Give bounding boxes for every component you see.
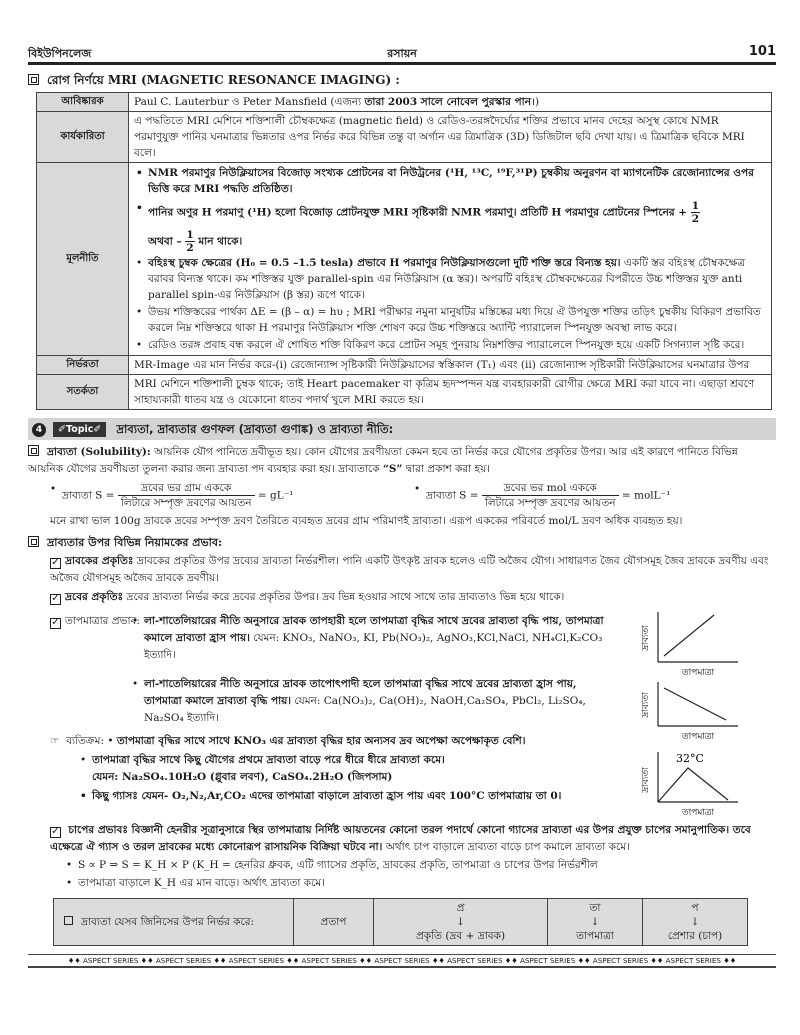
table-row bbox=[54, 899, 748, 946]
dep-col bbox=[548, 899, 643, 946]
formula-num: দ্রবের ভর mol এককে bbox=[482, 481, 619, 496]
mri-heading-text: রোগ নির্ণয়ে MRI (MAGNETIC RESONANCE IMAGING) : bbox=[47, 73, 400, 87]
formula-fraction bbox=[118, 481, 255, 510]
page-header bbox=[28, 45, 776, 62]
y-label: দ্রাব্যতা bbox=[641, 625, 651, 651]
row-value: MRI মেশিনে শক্তিশালী চুম্বক থাকে; তাই Heart pacemaker বা কৃত্রিম হৃদস্পন্দন যন্ত্র ব্যবহারকারী রোগীর ক্ষেত্রে MRI করা যাবে না। এছাড়া শ্রবণে সাহায্যকারী ধাতব যন্ত্র ও যেকোনো ধাতব পদার্থ খুলে MRI করতে হয়। bbox=[129, 375, 772, 410]
square-bullet-icon bbox=[28, 536, 39, 547]
factors-heading bbox=[28, 534, 776, 551]
dep-letter: তা bbox=[589, 902, 601, 914]
mri-heading bbox=[28, 71, 776, 89]
graph-decreasing bbox=[636, 680, 746, 742]
spin-text: পানির অণুর H পরমাণু (¹H) হলো বিজোড় প্রোটনযুক্ত MRI সৃষ্টিকারী NMR পরমাণু। প্রতিটি H পরমাণুর প্রোটনের স্পিনের + bbox=[148, 206, 688, 219]
temperature-and-graphs bbox=[28, 610, 776, 818]
factors-heading-text: দ্রাব্যতার উপর বিভিন্ন নিয়ামকের প্রভাব: bbox=[47, 536, 223, 549]
mri-table bbox=[36, 92, 772, 410]
table-row bbox=[37, 163, 772, 356]
spin-end-text: মান থাকে। bbox=[198, 235, 243, 248]
row-value bbox=[129, 93, 772, 112]
pointing-hand-icon: ☞ bbox=[50, 735, 60, 747]
y-label: দ্রাব্যতা bbox=[641, 692, 651, 718]
half-fraction bbox=[185, 229, 194, 254]
temperature-effect bbox=[28, 613, 616, 727]
table-row bbox=[37, 112, 772, 163]
peak-label: 32°C bbox=[676, 752, 704, 765]
list-item: • NMR পরমাণুর নিউক্লিয়াসের বিজোড় সংখ্যক প্রোটনের বা নিউট্রনের (¹H, ¹³C, ¹⁹F,³¹P) চুম্বকীয় অনুরণন বা ম্যাগনেটিক রেজোন্যান্সের ওপর ভিত্তি করে MRI পদ্ধতি প্রতিষ্ঠিত। bbox=[134, 165, 766, 197]
table-row bbox=[37, 356, 772, 375]
inventor-text: Paul C. Lauterbur ও Peter Mansfield (এজন্য bbox=[134, 96, 365, 108]
henry-temp: • তাপমাত্রা বাড়ালে K_H এর মান বাড়ে। অর্থাৎ দ্রাব্যতা কমে। bbox=[64, 875, 776, 892]
row-value: MR-Image এর মান নির্ভর করে-(i) রেজোন্যান্স সৃষ্টিকারী নিউক্লিয়াসের স্বস্তিকাল (T₁) এবং (ii) রেজোন্যান্স সৃষ্টিকারী নিউক্লিয়াসের ঘনমাত্রার উপর bbox=[129, 356, 772, 375]
graph-increasing bbox=[636, 610, 746, 678]
dep-letter: প bbox=[691, 902, 699, 914]
x-label: তাপমাত্রা bbox=[681, 668, 715, 678]
pressure-plain: অর্থাৎ চাপ বাড়ালে দ্রাব্যতা বাড়ে চাপ কমালে দ্রাব্যতা কমে। bbox=[382, 841, 630, 853]
down-arrow-icon: ↓ bbox=[456, 916, 465, 928]
formula-lhs: দ্রাব্যতা S = bbox=[62, 489, 115, 502]
graph-peak bbox=[636, 744, 746, 818]
exception-e2 bbox=[78, 752, 616, 769]
dep-meaning: প্রকৃতি (দ্রব + দ্রাবক) bbox=[415, 930, 506, 942]
exception-section bbox=[28, 733, 616, 805]
checkbox-icon: ✓ bbox=[51, 617, 60, 628]
row-key: নির্ভরতা bbox=[37, 356, 129, 375]
square-box-icon bbox=[64, 916, 73, 925]
table-row bbox=[37, 93, 772, 112]
frac-num: 1 bbox=[691, 200, 700, 212]
spin-or-text: অথবা – bbox=[148, 235, 182, 248]
exception-text: তাপমাত্রা বৃদ্ধির সাথে সাথে KNO₃ এর দ্রাব্যতা বৃদ্ধির হার অন্যসব দ্রব অপেক্ষা অপেক্ষাকৃত বেশি। bbox=[116, 735, 526, 747]
frac-den: 2 bbox=[691, 213, 700, 225]
pressure-label: চাপের প্রভাবঃ bbox=[68, 824, 128, 836]
list-item bbox=[134, 255, 766, 303]
exception-label: ব্যতিক্রম: bbox=[66, 735, 105, 747]
formula-lhs: দ্রাব্যতা S = bbox=[426, 489, 479, 502]
pressure-section bbox=[28, 822, 776, 892]
row-value: এ পদ্ধতিতে MRI মেশিনে শক্তিশালী চৌম্বকক্ষেত্র (magnetic field) ও রেডিও-তরঙ্গদৈর্ঘ্যের শক্তির প্রভাবে মানব দেহের অসুস্থ কোষে NMR পরমাণুযুক্ত পানির ঘনমাত্রার ভিন্নতার ওপর নির্ভর করে বিভিন্ন তন্তু বা অর্গান এর ত্রিমাত্রিক (3D) ডিজিটাল ছবি দেখা যায়। এ ত্রিমাত্রিক ছবিকে MRI বলে। bbox=[129, 112, 772, 163]
formula-fraction bbox=[482, 481, 619, 510]
principle-list bbox=[134, 165, 766, 353]
topic-tag: ✐Topic✐ bbox=[53, 422, 106, 437]
field-bold: বহিঃস্থ চুম্বক ক্ষেত্রের (H₀ = 0.5 –1.5 tesla) প্রভাবে H পরমাণুর নিউক্লিয়াসগুলো দুটি শক্তি স্তরে বিন্যস্ত হয়। bbox=[148, 257, 621, 269]
list-item bbox=[134, 200, 766, 254]
dep-col bbox=[374, 899, 548, 946]
frac-den: 2 bbox=[186, 242, 194, 254]
page-footer: ♦♦ ASPECT SERIES ♦♦ ASPECT SERIES ♦♦ ASPECT SERIES ♦♦ ASPECT SERIES ♦♦ ASPECT SERIES ♦♦ ASPECT SERIES ♦♦ ASPECT SERIES ♦♦ ASPECT SERIES ♦♦ ASPECT SERIES ♦♦ bbox=[28, 954, 776, 968]
pressure-bold: বিজ্ঞানী হেনরীর সূত্রানুসারে স্থির তাপমাত্রায় নির্দিষ্ট আয়তনের কোনো তরল পদার্থে কোনো গ্যাসের দ্রাব্যতা এর উপর প্রযুক্ত চাপের সমানুপাতিক। তবে এক্ষেত্রে ঐ গ্যাস ও তরল দ্রাবকের মধ্যে কোনোরূপ রাসায়নিক বিক্রিয়া ঘটবে না। bbox=[50, 824, 751, 853]
formula-num: দ্রবের ভর গ্রাম এককে bbox=[118, 481, 255, 496]
graphs-column bbox=[616, 610, 776, 818]
formula-den: লিটারে সম্পৃক্ত দ্রবণের আয়তন bbox=[120, 497, 252, 509]
solute-nature bbox=[28, 589, 776, 606]
formula-rhs: = gL⁻¹ bbox=[257, 489, 294, 502]
dependency-title-cell bbox=[54, 899, 294, 946]
formula-rhs: = molL⁻¹ bbox=[621, 489, 671, 502]
formula-gram bbox=[48, 481, 412, 510]
page-number: 101 bbox=[748, 44, 776, 59]
endothermic-rest: যেমন: KNO₃, NaNO₃, KI, Pb(NO₃)₂, AgNO₃,KCl,NaCl, NH₄Cl,K₂CO₃ ইত্যাদি। bbox=[144, 632, 603, 661]
solute-text: দ্রবের দ্রাব্যতা নির্ভর করে দ্রবের প্রকৃতির উপর। দ্রব ভিন্ন হওয়ার সাথে সাথে তার দ্রাব্যতাও ভিন্ন হয়ে থাকে। bbox=[123, 591, 565, 603]
row-value bbox=[129, 163, 772, 356]
half-fraction bbox=[691, 200, 700, 225]
row-key: কার্যকারিতা bbox=[37, 112, 129, 163]
checkbox-icon: ✓ bbox=[51, 557, 60, 568]
inventor-end: ।) bbox=[531, 96, 540, 108]
solubility-note: মনে রাখা ভাল 100g দ্রাবকে দ্রবের সম্পৃক্ত দ্রবণ তৈরিতে ব্যবহৃত দ্রবের গ্রাম পরিমাণই দ্রাব্যতা। এরূপ এককের পরিবর্তে mol/L দ্রবণ অধিক ব্যবহৃত হয়। bbox=[50, 515, 683, 527]
solvent-label: দ্রাবকের প্রকৃতিঃ bbox=[65, 555, 134, 567]
dependency-title: দ্রাব্যতা যেসব জিনিসের উপর নির্ভর করে: bbox=[81, 916, 255, 928]
solute-label: দ্রবের প্রকৃতিঃ bbox=[65, 591, 124, 603]
publisher-name: বিইউপিনলেজ bbox=[28, 47, 92, 60]
exothermic-rest: যেমন: Ca(NO₃)₂, Ca(OH)₂, NaOH,Ca₂SO₄, PbCl₂, Li₂SO₄, Na₂SO₄ ইত্যাদি। bbox=[144, 695, 586, 724]
temp-exothermic bbox=[130, 676, 616, 727]
endothermic-bold: লা-শাতেলিয়ারের নীতি অনুসারে দ্রাবক তাপহারী হলে তাপমাত্রা বৃদ্ধির সাথে দ্রবের দ্রাব্যতা বৃদ্ধি পায়, তাপমাত্রা কমালে দ্রাব্যতা হ্রাস পায়। bbox=[144, 615, 604, 644]
exothermic-bold: লা-শাতেলিয়ারের নীতি অনুসারে দ্রাবক তাপোৎপাদী হলে তাপমাত্রা বৃদ্ধির সাথে দ্রবের দ্রাব্যতা হ্রাস পায়, তাপমাত্রা কমালে দ্রাব্যতা বৃদ্ধি পায়। bbox=[144, 678, 577, 707]
square-bullet-icon bbox=[28, 74, 39, 85]
solubility-section bbox=[28, 444, 776, 530]
solubility-text-end: দ্বারা প্রকাশ করা হয়। bbox=[402, 463, 491, 475]
exception-example: যেমন: Na₂SO₄.10H₂O (গ্লুবার লবণ), CaSO₄.2H₂O (জিপসাম) bbox=[92, 771, 393, 783]
subject-title: রসায়ন bbox=[387, 47, 417, 60]
nobel-text: তারা 2003 সালে নোবেল পুরস্কার পান bbox=[364, 96, 531, 108]
down-arrow-icon: ↓ bbox=[590, 916, 600, 928]
field-rest: একটি স্তর বহিঃস্থ চৌম্বকক্ষেত্র বরাবর বিন্যস্ত থাকে। কম শক্তিস্তর যুক্ত parallel-spin এর নিউক্লিয়াস (α স্তর)। অপরটি বহিঃস্থ চৌম্বকক্ষেত্রের বিপরীতে উচ্চ শক্তিস্তর যুক্ত anti parallel spin-এর নিউক্লিয়াস (β স্তর) রূপে থাকে। bbox=[148, 257, 746, 301]
formula-den: লিটারে সম্পৃক্ত দ্রবণের আয়তন bbox=[484, 497, 616, 509]
checkbox-icon: ✓ bbox=[51, 826, 60, 837]
checkbox-icon: ✓ bbox=[51, 593, 60, 604]
temperature-label: তাপমাত্রার প্রভাব: bbox=[65, 615, 140, 627]
row-key: সতর্কতা bbox=[37, 375, 129, 410]
solvent-text: দ্রাবকের প্রকৃতির উপর দ্রব্যের দ্রাব্যতা নির্ভরশীল। পানি একটি উৎকৃষ্ট দ্রাবক হলেও এটি অজৈব যৌগ। সাধারণত জৈব যৌগসমূহ জৈব দ্রাবকে দ্রবণীয় এবং অজৈব যৌগসমূহ অজৈব দ্রাবকে দ্রবণীয়। bbox=[50, 555, 769, 584]
dep-letter: প্র bbox=[456, 902, 465, 914]
topic-title: দ্রাব্যতা, দ্রাব্যতার গুণফল (দ্রাব্যতা গুণাঙ্ক) ও দ্রাব্যতা নীতি: bbox=[116, 422, 394, 436]
solubility-def bbox=[28, 444, 776, 478]
topic-tag-text: Topic bbox=[65, 424, 94, 435]
square-bullet-icon bbox=[28, 445, 39, 456]
pressure-text bbox=[28, 822, 776, 856]
page bbox=[28, 0, 776, 968]
solubility-line bbox=[658, 768, 728, 802]
dependency-table bbox=[53, 898, 748, 946]
list-item: • রেডিও তরঙ্গ প্রবাহ বন্ধ করলে ঐ শোষিত শক্তি বিকিরণ করে প্রোটন সমূহ পুনরায় নিম্নশক্তির প্যারালেলে স্পিনযুক্ত হয়ে একটি সিগন্যাল সৃষ্টি করে। bbox=[134, 337, 766, 353]
solubility-text: আয়নিক যৌগ পানিতে দ্রবীভূত হয়। কোন যৌগের দ্রবণীয়তা কেমন হবে তা নির্ভর করে যৌগের প্রকৃতির উপর। আর এই কারণে পানিতে বিভিন্ন আয়নিক যৌগের দ্রবণীয়তা তুলনা করার জন্য দ্রাব্যতা পদ ব্যবহার করা হয়। দ্রাব্যতাকে bbox=[28, 446, 738, 475]
solubility-symbol: “S” bbox=[382, 463, 403, 475]
dep-meaning: তাপমাত্রা bbox=[576, 930, 614, 942]
solubility-heading: দ্রাব্যতা (Solubility): bbox=[47, 446, 151, 458]
solubility-line bbox=[664, 688, 726, 720]
exception-e3: • কিছু গ্যাসঃ যেমন- O₂,N₂,Ar,CO₂ এদের তাপমাত্রা বাড়ালে দ্রাব্যতা হ্রাস পায় এবং 100°C তাপমাত্রায় তা 0। bbox=[78, 788, 616, 805]
row-key: আবিষ্কারক bbox=[37, 93, 129, 112]
y-label: দ্রাব্যতা bbox=[641, 767, 651, 793]
dep-col bbox=[643, 899, 748, 946]
temperature-column bbox=[28, 610, 616, 818]
exception-text: তাপমাত্রা বৃদ্ধির সাথে কিছু যৌগের প্রথমে দ্রাব্যতা বাড়ে পরে ধীরে ধীরে দ্রাব্যতা কমে। bbox=[92, 754, 445, 766]
henry-formula: • S ∝ P ⇒ S = K_H × P (K_H = হেনরির ধ্রুবক, এটি গ্যাসের প্রকৃতি, দ্রাবকের প্রকৃতি, তাপমাত্রা ও চাপের উপর নির্ভরশীল bbox=[64, 857, 776, 874]
table-row bbox=[37, 375, 772, 410]
solubility-line bbox=[664, 615, 714, 656]
mnemonic-cell: প্রতাপ bbox=[294, 899, 374, 946]
temp-endothermic bbox=[130, 613, 616, 664]
temperature-body bbox=[124, 613, 616, 727]
topic-banner bbox=[28, 418, 776, 440]
factors-section bbox=[28, 534, 776, 606]
formula-mol bbox=[412, 481, 776, 510]
x-label: তাপমাত্রা bbox=[681, 732, 715, 742]
exception-e1: ☞ ব্যতিক্রম: • তাপমাত্রা বৃদ্ধির সাথে সাথে KNO₃ এর দ্রাব্যতা বৃদ্ধির হার অন্যসব দ্রব অপেক্ষা অপেক্ষাকৃত বেশি। bbox=[50, 735, 526, 747]
down-arrow-icon: ↓ bbox=[690, 916, 700, 928]
topic-number: 4 bbox=[32, 423, 46, 437]
temperature-label-wrap bbox=[28, 613, 140, 727]
row-key: মূলনীতি bbox=[37, 163, 129, 356]
frac-num: 1 bbox=[186, 229, 194, 241]
list-item: • উভয় শক্তিস্তরের পার্থক্য ΔE = (β – α) = hυ ; MRI পরীক্ষার নমুনা মানুষটির মস্তিষ্কের মধ্য দিয়ে ঐ উপযুক্ত শক্তির তড়িৎ চুম্বকীয় বিকিরণ প্রভাবিত করলে নিম্ন শক্তিস্তরে থাকা H পরমাণুর নিউক্লিয়াস শক্তি শোষণ করে উচ্চ শক্তিস্তরে অ্যান্টি প্যারালেল স্পিনযুক্ত অবস্থা লাভ করে। bbox=[134, 304, 766, 336]
x-label: তাপমাত্রা bbox=[681, 808, 715, 818]
formula-row bbox=[48, 481, 776, 510]
solvent-nature bbox=[28, 553, 776, 587]
dep-meaning: প্রেশার (চাপ) bbox=[667, 930, 723, 942]
